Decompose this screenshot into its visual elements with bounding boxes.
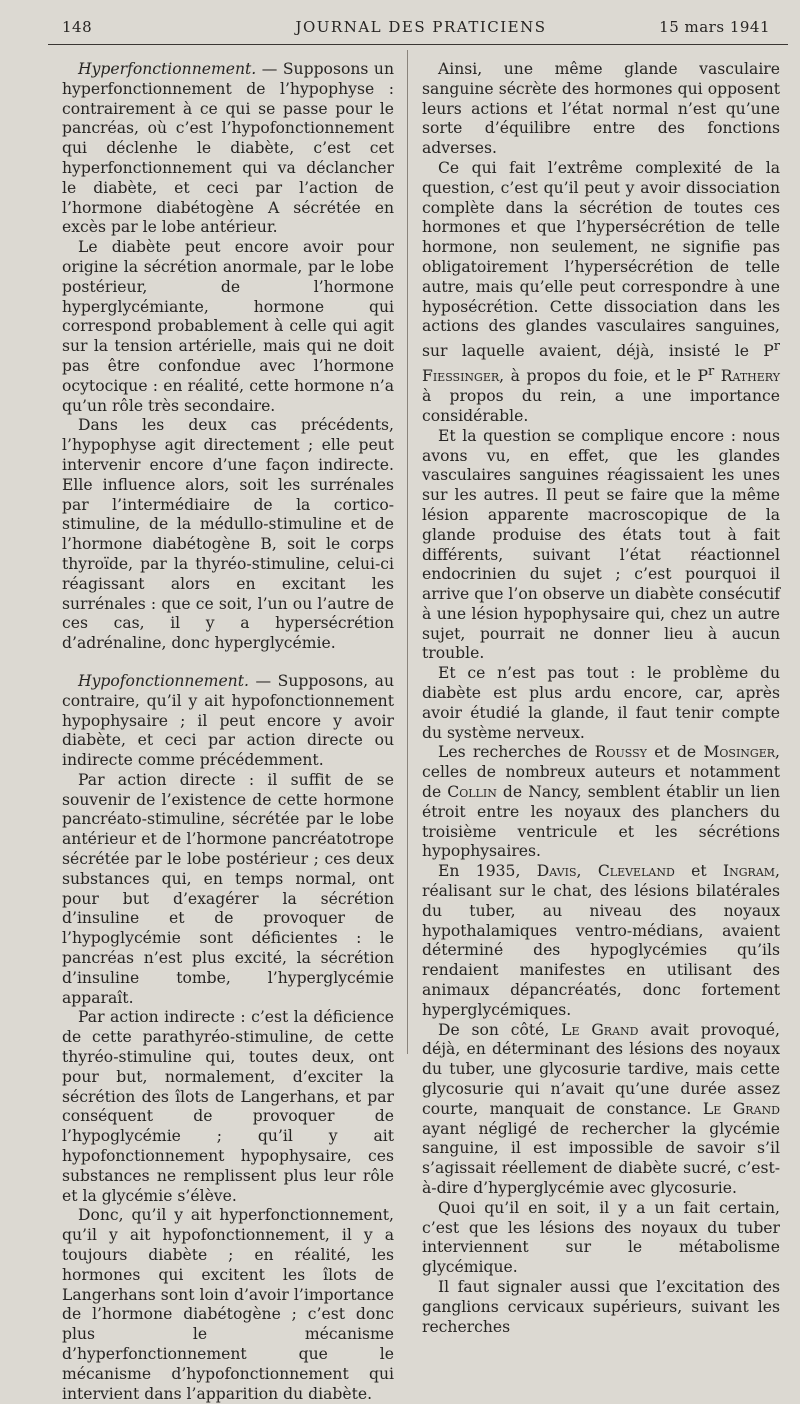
paragraph: Dans les deux cas précédents, l’hypophyse agit directement ; elle peut intervenir encore d’une façon indirecte. Elle influence alors, soit les surrénales par l’intermédiaire de la cortico-stimuline, de la médullo-stimuline et de l’hormone diabétogène B, soit le corps thyroïde, par la thyréo-stimuline, celui-ci réagissant alors en excitant les surrénales : que ce soit, l’un ou l’autre de ces cas, il y a hypersécrétion d’adrénaline, donc hyperglycémie. xyxy=(62,416,394,653)
paragraph: Quoi qu’il en soit, il y a un fait certain, c’est que les lésions des noyaux du tuber interviennent sur le métabolisme glycémique. xyxy=(422,1198,780,1277)
paragraph: Le diabète peut encore avoir pour origine la sécrétion anormale, par le lobe postérieur, de l’hormone hyperglycémiante, hormone qui correspond probablement à celle qui agit sur la tension artérielle, mais qui ne doit pas être confondue avec l’hormone ocytocique : en réalité, cette hormone n’a qu’un rôle très secondaire. xyxy=(62,238,394,415)
paragraph: Il faut signaler aussi que l’excitation des ganglions cervicaux supérieurs, suivant les recherches xyxy=(422,1277,780,1336)
section-lead-hypofonctionnement: Hypofonctionnement. xyxy=(78,671,249,690)
author-name: Ingram xyxy=(722,862,776,881)
author-name: Le Grand xyxy=(702,1099,780,1118)
author-name: Cleveland xyxy=(597,862,675,881)
paragraph: Donc, qu’il y ait hyperfonctionnement, qu’il y ait hypofonctionnement, il y a toujours diabète ; en réalité, les hormones qui excitent les îlots de Langerhans sont loin d’avoir l’importance de l’hormone diabétogène ; c’est donc plus le mécanisme d’hyperfonctionnement que le mécanisme d’hypofonctionnement qui intervient dans l’apparition du diabète. xyxy=(62,1206,394,1403)
author-name: Fiessinger xyxy=(422,367,500,386)
header-rule xyxy=(48,44,788,45)
journal-title: JOURNAL DES PRATICIENS xyxy=(295,18,547,36)
paragraph: Par action indirecte : c’est la déficience de cette parathyréo-stimuline, de cette thyréo-stimuline qui, toutes deux, ont pour but, normalement, d’exciter la sécrétion des îlots de Langerhans, et par conséquent de provoquer de l’hypoglycémie ; qu’il y ait hypofonctionnement hypophysaire, ces substances ne remplissent plus leur rôle et la glycémie s’élève. xyxy=(62,1008,394,1205)
paragraph: Par action directe : il suffit de se souvenir de l’existence de cette hormone pancréato-stimuline, sécrétée par le lobe antérieur et de l’hormone pancréatotrope sécrétée par le lobe postérieur ; ces deux substances qui, en temps normal, ont pour but d’exagérer la sécrétion d’insuline et de provoquer de l’hypoglycémie sont déficientes : le pancréas n’est plus excité, la sécrétion d’insuline tombe, l’hyperglycémie apparaît. xyxy=(62,770,394,1007)
author-name: Collin xyxy=(447,783,497,802)
author-name: Le Grand xyxy=(561,1020,639,1039)
paragraph: De son côté, Le Grand avait provoqué, déjà, en déterminant des lésions des noyaux du tuber, une glycosurie tardive, mais cette glycosurie qui n’avait qu’une durée assez courte, manquait de constance. Le Grand ayant négligé de rechercher la glycémie sanguine, il est impossible de savoir s’il s’agissait réellement de diabète sucré, c’est-à-dire d’hyperglycémie avec glycosurie. xyxy=(422,1020,780,1197)
paragraph-hypofonctionnement: Hypofonctionnement. — Supposons, au contraire, qu’il y ait hypofonctionnement hypophysaire ; il peut encore y avoir diabète, et ceci par action directe ou indirecte comme précédemment. xyxy=(62,671,394,770)
section-lead-hyperfonctionnement: Hyperfonctionnement. xyxy=(78,60,257,78)
author-name: Davis xyxy=(536,862,577,881)
paragraph: En 1935, Davis, Cleveland et Ingram, réalisant sur le chat, des lésions bilatérales du tuber, au niveau des noyaux hypothalamiques ventro-médians, avaient déterminé des hypoglycémies qu’ils rendaient manifestes en utilisant des animaux dépancréatés, donc fortement hyperglycémiques. xyxy=(422,862,780,1019)
left-column xyxy=(62,60,394,1404)
page-number: 148 xyxy=(62,18,93,36)
author-name: Rathery xyxy=(714,367,780,386)
paragraph-hyperfonctionnement: Hyperfonctionnement. — Supposons un hyperfonctionnement de l’hypophyse : contrairement à ce qui se passe pour le pancréas, où c’est l’hypofonctionnement qui déclenhe le diabète, c’est cet hyperfonctionnement qui va déclancher le diabète, et ceci par l’action de l’hormone diabétogène A sécrétée en excès par le lobe antérieur. xyxy=(62,60,394,237)
running-header xyxy=(62,18,780,42)
author-name: Roussy xyxy=(594,743,647,762)
paragraph: Les recherches de Roussy et de Mosinger, celles de nombreux auteurs et notamment de Collin de Nancy, semblent établir un lien étroit entre les noyaux des planchers du troisième ventricule et les sécrétions hypophysaires. xyxy=(422,743,780,861)
paragraph: Et la question se complique encore : nous avons vu, en effet, que les glandes vasculaires sanguines réagissaient les unes sur les autres. Il peut se faire que la même lésion apparente macroscopique de la glande produise des états tout à fait différents, suivant l’état réactionnel endocrinien du sujet ; c’est pourquoi il arrive que l’on observe un diabète consécutif à une lésion hypophysaire qui, chez un autre sujet, pourrait ne donner lieu à aucun trouble. xyxy=(422,426,780,663)
paragraph: Et ce n’est pas tout : le problème du diabète est plus ardu encore, car, après avoir étudié la glande, il faut tenir compte du système nerveux. xyxy=(422,664,780,742)
issue-date: 15 mars 1941 xyxy=(659,18,770,36)
paragraph: Ce qui fait l’extrême complexité de la question, c’est qu’il peut y avoir dissociation complète dans la sécrétion de toutes ces hormones et que l’hypersécrétion de telle hormone, non seulement, ne signifie pas obligatoirement l’hypersécrétion de telle autre, mais qu’elle peut correspondre à une hyposécrétion. Cette dissociation dans les actions des glandes vasculaires sanguines, sur laquelle avaient, déjà, insisté le $P^r$ Fiessinger, à propos du foie, et le $P^r$ Rathery à propos du rein, a une importance considérable. xyxy=(422,158,780,425)
author-name: Mosinger xyxy=(703,743,776,762)
right-column xyxy=(422,60,780,1337)
column-divider xyxy=(407,50,408,1054)
paragraph: Ainsi, une même glande vasculaire sanguine sécrète des hormones qui opposent leurs actions et l’état normal n’est qu’une sorte d’équilibre entre des fonctions adverses. xyxy=(422,60,780,158)
